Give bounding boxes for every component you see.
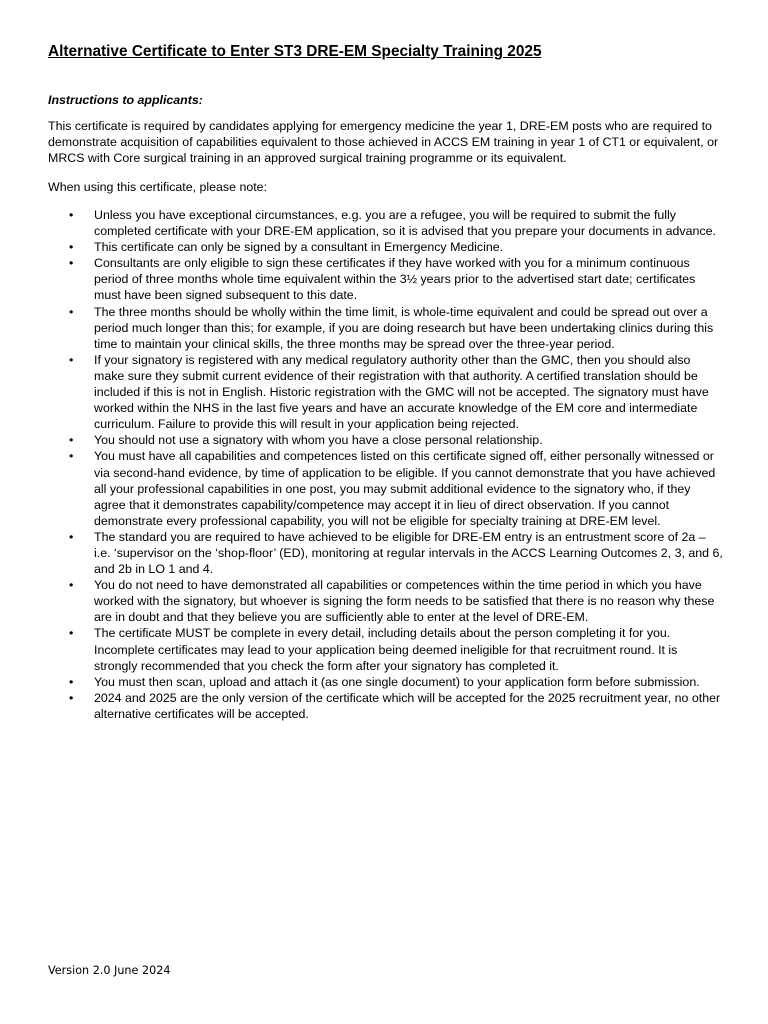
- document-title: Alternative Certificate to Enter ST3 DRE-EM Specialty Training 2025: [48, 43, 542, 60]
- bullet-item: [48, 207, 724, 239]
- bullet-text: Unless you have exceptional circumstances, e.g. you are a refugee, you will be required to submit the fully completed certificate with your DRE-EM application, so it is advised that you prepare your documents in advance.: [94, 208, 716, 239]
- bullet-icon: •: [69, 208, 74, 222]
- bullet-icon: •: [69, 626, 74, 641]
- bullet-item: [48, 448, 724, 528]
- intro-paragraph: This certificate is required by candidates applying for emergency medicine the year 1, DRE-EM posts who are required to demonstrate acquisition of capabilities equivalent to those achieved in ACCS EM training in year 1 of CT1 or equivalent, or MRCS with Core surgical training in an approved surgical training programme or its equivalent.: [48, 119, 719, 165]
- instruction-bullet-list: [48, 207, 724, 722]
- bullet-item: [48, 529, 724, 577]
- bullet-text: 2024 and 2025 are the only version of the certificate which will be accepted for the 2025 recruitment year, no other alternative certificates will be accepted.: [94, 690, 721, 721]
- bullet-icon: •: [69, 433, 74, 448]
- bullet-item: [48, 625, 724, 673]
- note-lead-paragraph: When using this certificate, please note:: [48, 180, 268, 194]
- bullet-text: If your signatory is registered with any medical regulatory authority other than the GMC, then you should also make sure they submit current evidence of their registration with that authority. A certified translation should be included if this is not in English. Historic registration with the GMC will not be accepted. The signatory must have worked within the NHS in the last five years and have an accurate knowledge of the EM core and intermediate curriculum. Failure to provide this will result in your application being rejected.: [94, 352, 709, 432]
- instructions-heading: Instructions to applicants:: [48, 93, 203, 107]
- bullet-text: You must then scan, upload and attach it (as one single document) to your application form before submission.: [94, 674, 700, 689]
- bullet-text: The three months should be wholly within the time limit, is whole-time equivalent and could be spread out over a period much longer than this; for example, if you are doing research but have been undertaking clinics during this time to maintain your clinical skills, the three months may be spread over the three-year period.: [94, 304, 714, 351]
- bullet-text: This certificate can only be signed by a consultant in Emergency Medicine.: [94, 240, 504, 255]
- bullet-icon: •: [69, 352, 74, 367]
- bullet-icon: •: [69, 529, 74, 544]
- bullet-item: [48, 255, 724, 303]
- bullet-icon: •: [69, 578, 74, 593]
- bullet-text: You must have all capabilities and competences listed on this certificate signed off, either personally witnessed or via second-hand evidence, by time of application to be eligible. If you cannot demonstrate that you have achieved all your professional capabilities in one post, you may submit additional evidence to the signatory who, if they agree that it demonstrates capability/competence may accept it in lieu of direct observation. If you cannot demonstrate every professional capability, you will not be eligible for specialty training at DRE-EM level.: [94, 449, 716, 528]
- footer-version: Version 2.0 June 2024: [48, 964, 171, 977]
- bullet-text: You should not use a signatory with whom you have a close personal relationship.: [94, 433, 543, 448]
- bullet-text: You do not need to have demonstrated all capabilities or competences within the time period in which you have worked with the signatory, but whoever is signing the form needs to be satisfied that there is no reason why these are in doubt and that they believe you are sufficiently able to enter at the level of DRE-EM.: [94, 578, 715, 625]
- bullet-icon: •: [69, 674, 74, 689]
- bullet-icon: •: [69, 304, 74, 319]
- bullet-item: [48, 577, 724, 625]
- bullet-item: [48, 432, 724, 448]
- bullet-icon: •: [69, 449, 74, 464]
- bullet-item: [48, 674, 724, 690]
- document-page: [48, 42, 724, 722]
- bullet-item: [48, 352, 724, 432]
- bullet-text: Consultants are only eligible to sign these certificates if they have worked with you for a minimum continuous period of three months whole time equivalent within the 3½ years prior to the advertised start date; certificates must have been signed subsequent to this date.: [94, 256, 696, 303]
- bullet-icon: •: [69, 240, 74, 255]
- bullet-text: The standard you are required to have achieved to be eligible for DRE-EM entry is an entrustment score of 2a – i.e. ‘supervisor on the ‘shop-floor’ (ED), monitoring at regular intervals in the ACCS Learning Outcomes 2, 3, and 6, and 2b in LO 1 and 4.: [94, 529, 723, 577]
- bullet-icon: •: [69, 256, 74, 271]
- bullet-item: [48, 690, 724, 722]
- bullet-item: [48, 304, 724, 352]
- bullet-text: The certificate MUST be complete in every detail, including details about the person completing it for you. Incomplete certificates may lead to your application being deemed ineligible for that recruitment round. It is strongly recommended that you check the form after your signatory has completed it.: [94, 626, 678, 673]
- bullet-icon: •: [69, 690, 74, 705]
- bullet-item: [48, 239, 724, 255]
